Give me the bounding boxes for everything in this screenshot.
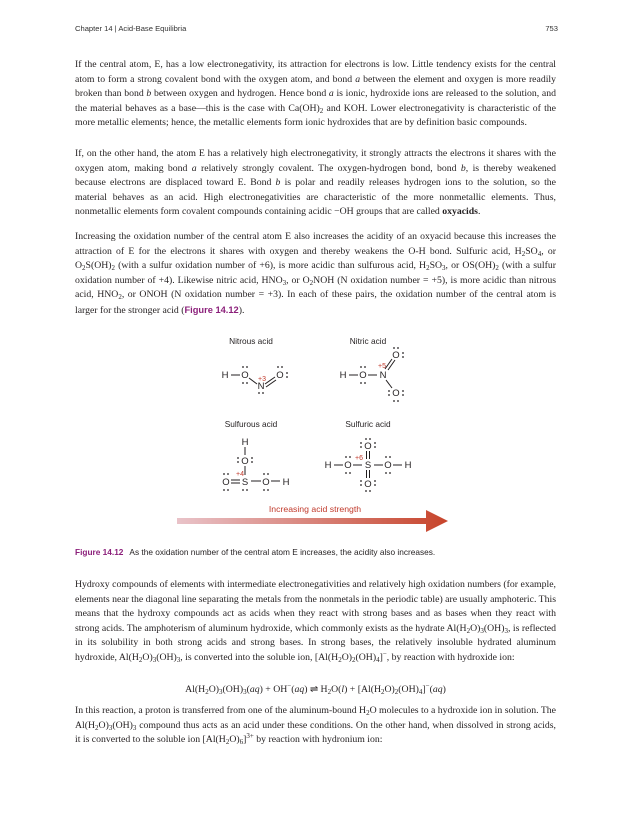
label-sulfurous-acid: Sulfurous acid bbox=[224, 419, 278, 429]
oxidation-number-nitric: +5 bbox=[378, 363, 386, 370]
svg-text:O: O bbox=[359, 370, 367, 381]
svg-text:H: H bbox=[324, 460, 332, 471]
svg-text:O: O bbox=[241, 370, 249, 381]
oxidation-number-sulfurous: +4 bbox=[236, 471, 244, 478]
svg-text:N: N bbox=[257, 381, 265, 392]
arrow-label: Increasing acid strength bbox=[268, 504, 362, 514]
caption-label: Figure 14.12 bbox=[75, 547, 124, 557]
svg-text:O: O bbox=[392, 350, 400, 361]
figure-caption bbox=[75, 547, 565, 557]
paragraph-proton-transfer: In this reaction, a proton is transferred from one of the aluminum-bound $H_2O$ molecules to a hydroxide ion in solution. The $Al(H_2O)_3(OH)_3$ compound thus acts as an acid under these conditions. On the other hand, when dissolved in strong acids, it is converted to the soluble ion $[Al(H_2O)_6]^{3+}$ by reaction with hydronium ion: bbox=[75, 705, 556, 747]
sulfurous-acid-structure bbox=[222, 437, 289, 491]
svg-text:O: O bbox=[392, 388, 400, 399]
svg-text:H: H bbox=[404, 460, 412, 471]
svg-text:H: H bbox=[241, 437, 249, 448]
label-nitrous-acid: Nitrous acid bbox=[229, 336, 273, 346]
oxidation-number-nitrous: +3 bbox=[258, 376, 266, 383]
svg-text:S: S bbox=[241, 477, 249, 488]
figure-link[interactable]: Figure 14.12 bbox=[184, 304, 239, 315]
svg-text:S: S bbox=[364, 460, 372, 471]
svg-text:O: O bbox=[241, 456, 249, 467]
oxidation-number-sulfuric: +6 bbox=[355, 455, 363, 462]
svg-text:O: O bbox=[364, 479, 372, 490]
svg-text:O: O bbox=[344, 460, 352, 471]
svg-text:H: H bbox=[282, 477, 290, 488]
svg-text:O: O bbox=[222, 477, 230, 488]
page-number: 753 bbox=[545, 24, 558, 33]
svg-text:N: N bbox=[379, 370, 387, 381]
svg-text:O: O bbox=[276, 370, 284, 381]
label-nitric-acid: Nitric acid bbox=[349, 336, 387, 346]
chemical-equation: $Al(H_2O)_3(OH)_3(aq) + OH^-(aq)$ ⇌ $H_2O(l) + [Al(H_2O)_2(OH)_4]^-(aq)$ bbox=[185, 682, 446, 696]
hexaaqua-aluminum-ion: [Al(H bbox=[202, 734, 226, 746]
paragraph-high-electronegativity: If, on the other hand, the atom E has a relatively high electronegativity, it strongly attracts the electrons it shares with the oxygen atom, making bond a relatively strongly covalent. The oxygen-hydrogen bond, bond b, is thereby weakened because electrons are displaced toward E. Bond b is polar and readily releases hydrogen ions to the solution, so the material behaves as an acid. High electronegativities are characteristic of the more nonmetallic elements. Thus, nonmetallic elements form covalent compounds containing acidic −OH groups that are called oxyacids. bbox=[75, 148, 557, 218]
paragraph-amphoteric: Hydroxy compounds of elements with intermediate electronegativities and relatively high oxidation numbers (for example, elements near the diagonal line separating the metals from the nonmetals in the periodic table) are usually amphoteric. This means that the hydroxy compounds act as acids when they react with strong bases and as bases when they react with strong acids. The amphoterism of aluminum hydroxide, which commonly exists as the hydrate $Al(H_2O)_3(OH)_3$, is reflected in its solubility in both strong acids and strong bases. In strong bases, the relatively insoluble hydrated aluminum hydroxide, $Al(H_2O)_3(OH)_3$, is converted into the soluble ion, $[Al(H_2O)_2(OH)_4]^-$, by reaction with hydroxide ion: bbox=[75, 579, 557, 664]
paragraph-oxidation-number: Increasing the oxidation number of the central atom E also increases the acidity of an oxyacid because this increases the attraction of E for the electrons it shares with oxygen and thereby weakens the O-H bond. Sulfuric acid, $H_2SO_4$, or $O_2S(OH)_2$ (with a sulfur oxidation number of +6), is more acidic than sulfurous acid, $H_2SO_3$, or $OS(OH)_2$ (with a sulfur oxidation number of +4). Likewise nitric acid, $HNO_3$, or $O_2NOH$ (N oxidation number = +5), is more acidic than nitrous acid, $HNO_2$, or ONOH (N oxidation number = +3). In each of these pairs, the oxidation number of the central atom is larger for the stronger acid (Figure 14.12). bbox=[75, 231, 557, 316]
svg-text:H: H bbox=[339, 370, 347, 381]
paragraph-low-electronegativity: If the central atom, E, has a low electronegativity, its attraction for electrons is low. Little tendency exists for the central atom to form a strong covalent bond with the oxygen atom, and bond a between the element and oxygen is more readily broken than bond b between oxygen and hydrogen. Hence bond a is ionic, hydroxide ions are released to the solution, and the material behaves as a base—this is the case with $Ca(OH)_2$ and KOH. Lower electronegativity is characteristic of the more metallic elements; hence, the metallic elements form ionic hydroxides that are by definition basic compounds. bbox=[75, 59, 557, 129]
svg-text:O: O bbox=[384, 460, 392, 471]
svg-text:H: H bbox=[221, 370, 229, 381]
label-sulfuric-acid: Sulfuric acid bbox=[345, 419, 391, 429]
svg-text:O: O bbox=[364, 441, 372, 452]
oxyacid-structures-figure bbox=[170, 330, 460, 535]
caption-text: As the oxidation number of the central atom E increases, the acidity also increases. bbox=[129, 547, 436, 557]
sulfuric-acid-structure bbox=[325, 438, 412, 492]
aluminate-ion: [Al(H bbox=[314, 651, 339, 663]
svg-text:O: O bbox=[262, 477, 270, 488]
key-term-oxyacids: oxyacids bbox=[442, 206, 478, 218]
nitrous-acid-structure bbox=[222, 366, 288, 394]
nitric-acid-structure bbox=[340, 347, 404, 402]
running-header-chapter: Chapter 14 | Acid-Base Equilibria bbox=[75, 24, 187, 33]
